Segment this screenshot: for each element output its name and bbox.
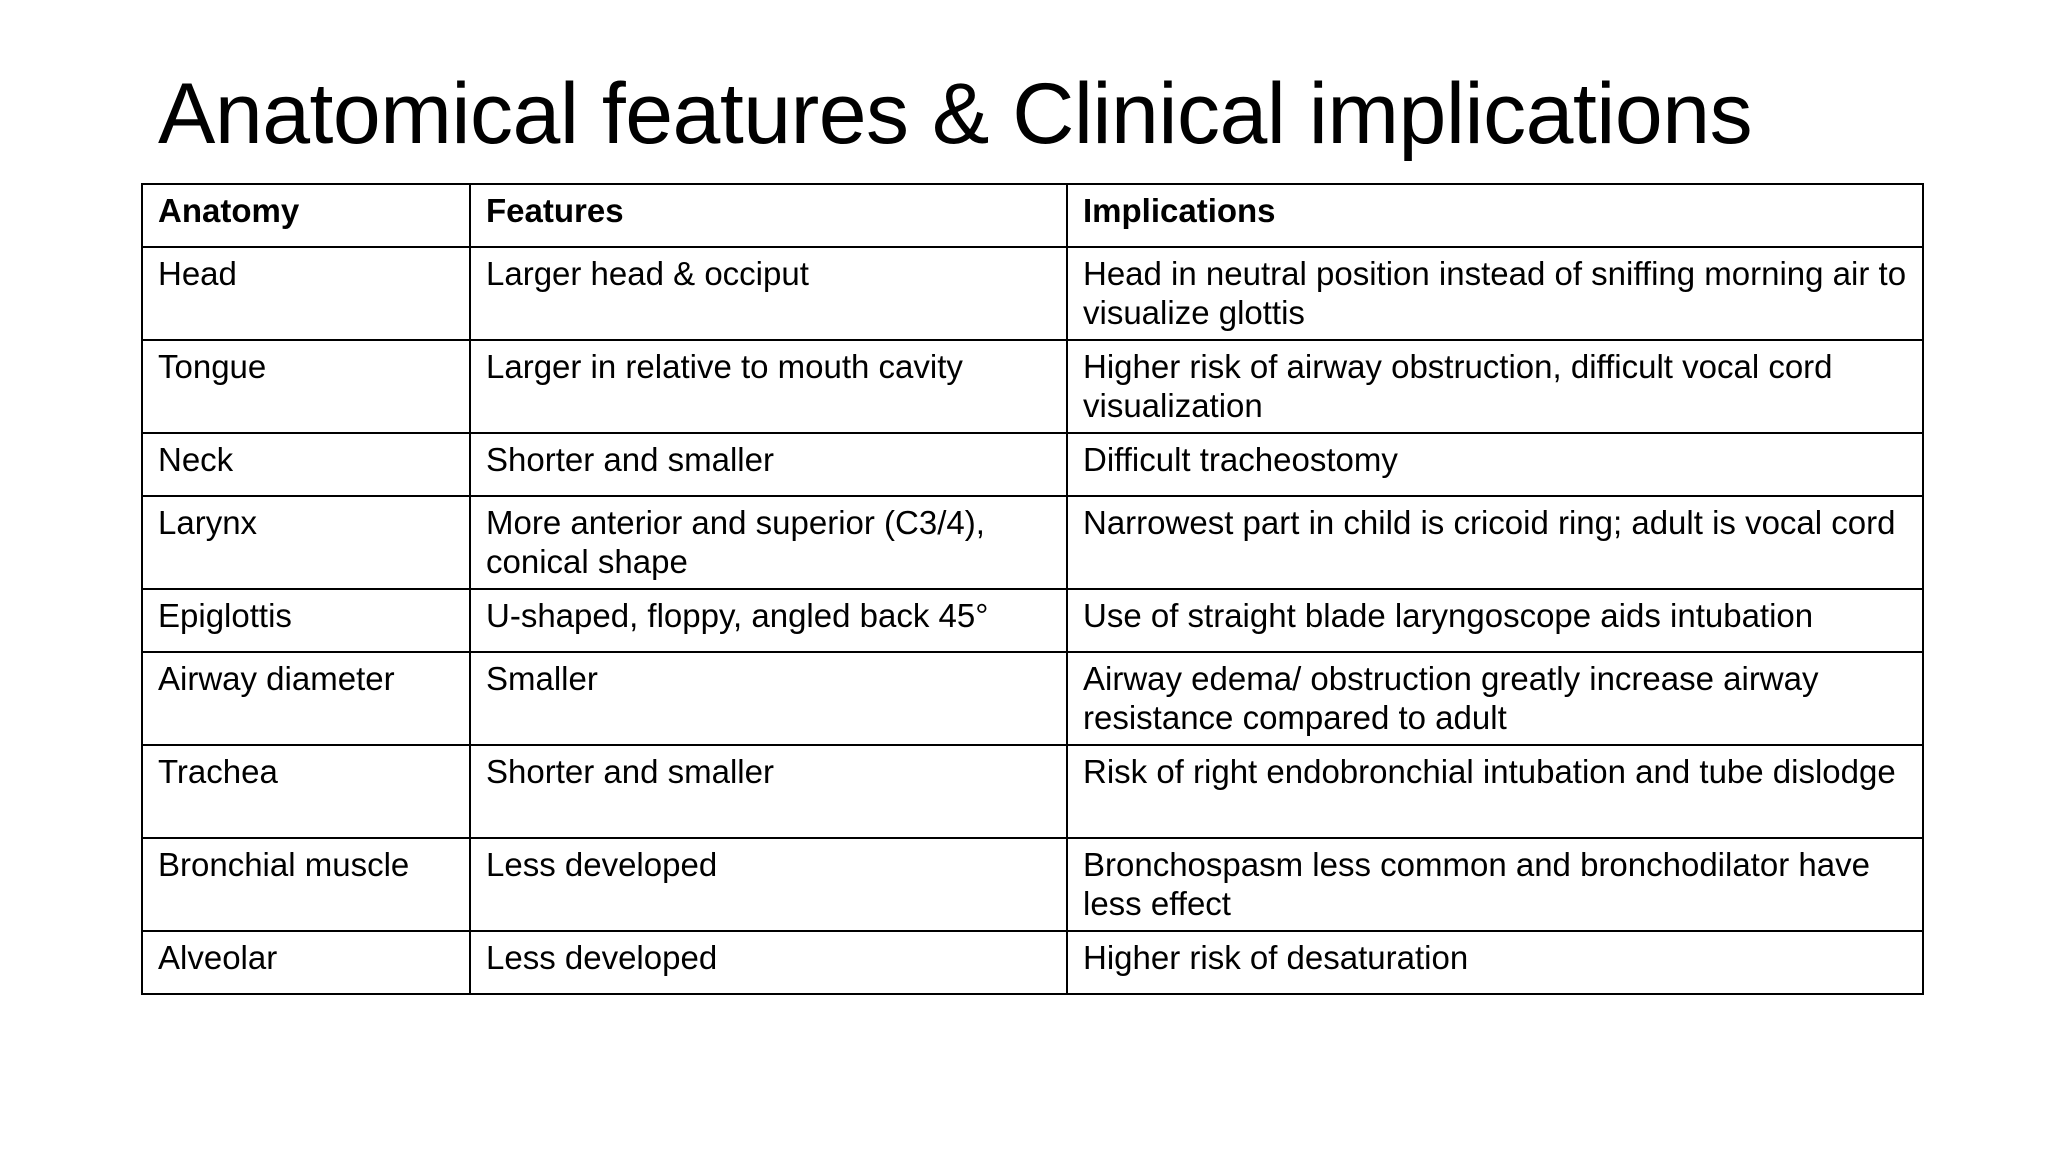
cell-anatomy: Larynx xyxy=(142,496,470,589)
table-row xyxy=(142,589,1923,652)
table-row xyxy=(142,652,1923,745)
table-row xyxy=(142,340,1923,433)
cell-implications: Head in neutral position instead of sniffing morning air to visualize glottis xyxy=(1067,247,1923,340)
cell-anatomy: Trachea xyxy=(142,745,470,838)
cell-features: Less developed xyxy=(470,838,1067,931)
cell-implications: Difficult tracheostomy xyxy=(1067,433,1923,496)
cell-anatomy: Bronchial muscle xyxy=(142,838,470,931)
cell-implications: Higher risk of desaturation xyxy=(1067,931,1923,994)
table-row xyxy=(142,838,1923,931)
table-row xyxy=(142,931,1923,994)
cell-features: Shorter and smaller xyxy=(470,745,1067,838)
slide-title: Anatomical features & Clinical implications xyxy=(158,66,1753,162)
anatomy-table xyxy=(141,183,1924,995)
cell-anatomy: Head xyxy=(142,247,470,340)
cell-implications: Higher risk of airway obstruction, difficult vocal cord visualization xyxy=(1067,340,1923,433)
anatomy-table-container xyxy=(141,183,1922,995)
cell-features: Larger in relative to mouth cavity xyxy=(470,340,1067,433)
cell-anatomy: Epiglottis xyxy=(142,589,470,652)
header-anatomy: Anatomy xyxy=(142,184,470,247)
cell-features: Shorter and smaller xyxy=(470,433,1067,496)
table-header-row xyxy=(142,184,1923,247)
table-row xyxy=(142,247,1923,340)
table-row xyxy=(142,433,1923,496)
table-row xyxy=(142,496,1923,589)
cell-features: Smaller xyxy=(470,652,1067,745)
header-implications: Implications xyxy=(1067,184,1923,247)
cell-features: U-shaped, floppy, angled back 45° xyxy=(470,589,1067,652)
cell-implications: Risk of right endobronchial intubation and tube dislodge xyxy=(1067,745,1923,838)
cell-anatomy: Neck xyxy=(142,433,470,496)
cell-implications: Narrowest part in child is cricoid ring; adult is vocal cord xyxy=(1067,496,1923,589)
cell-implications: Airway edema/ obstruction greatly increase airway resistance compared to adult xyxy=(1067,652,1923,745)
header-features: Features xyxy=(470,184,1067,247)
cell-implications: Use of straight blade laryngoscope aids intubation xyxy=(1067,589,1923,652)
cell-features: More anterior and superior (C3/4), conical shape xyxy=(470,496,1067,589)
table-row xyxy=(142,745,1923,838)
cell-features: Larger head & occiput xyxy=(470,247,1067,340)
cell-anatomy: Airway diameter xyxy=(142,652,470,745)
cell-implications: Bronchospasm less common and bronchodilator have less effect xyxy=(1067,838,1923,931)
cell-anatomy: Tongue xyxy=(142,340,470,433)
cell-features: Less developed xyxy=(470,931,1067,994)
cell-anatomy: Alveolar xyxy=(142,931,470,994)
